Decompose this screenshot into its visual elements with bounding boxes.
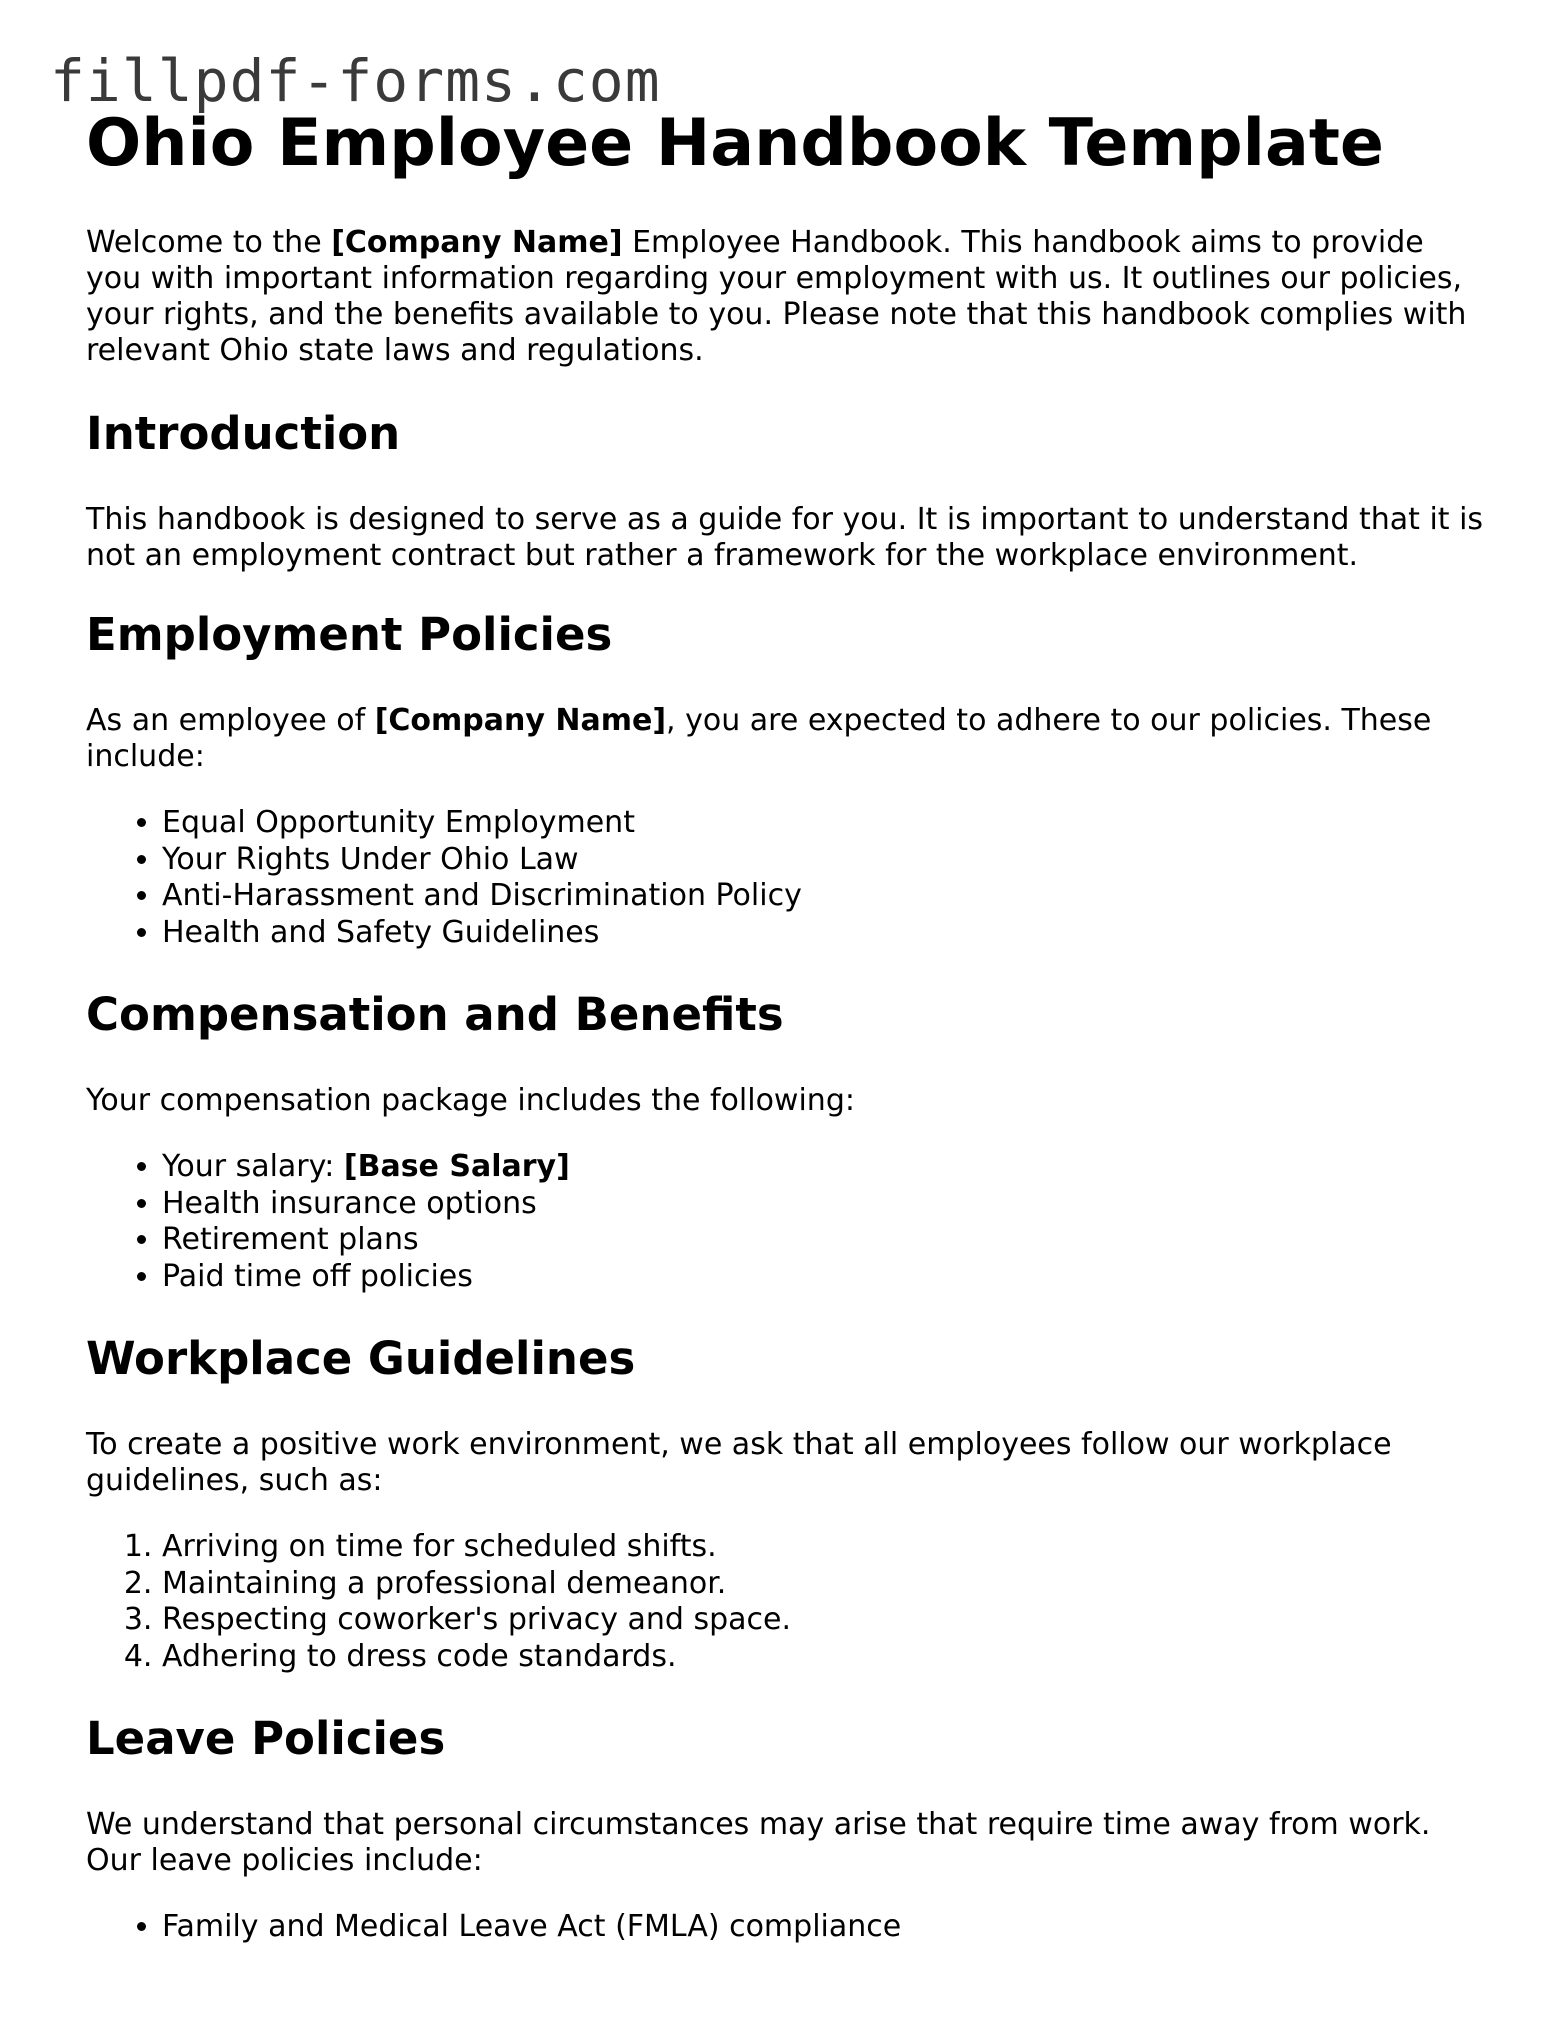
salary-label: Your salary: xyxy=(162,1149,344,1184)
intro-text-before: Welcome to the xyxy=(86,225,332,260)
list-item: • Health insurance options xyxy=(162,1186,1482,1223)
document-title: Ohio Employee Handbook Template xyxy=(86,106,1384,181)
introduction-paragraph: This handbook is designed to serve as a guide for you. It is important to understand that it is not an employment contract but rather a framework for the workplace environment. xyxy=(86,502,1484,573)
list-item: 1. Arriving on time for scheduled shifts. xyxy=(162,1529,1482,1566)
list-item: • Your Rights Under Ohio Law xyxy=(162,842,1482,879)
workplace-guidelines-list xyxy=(86,1529,1482,1675)
employment-text-after: , you are expected to adhere to our policies. These include: xyxy=(86,703,1432,774)
list-item: • Paid time off policies xyxy=(162,1259,1482,1296)
employment-policies-list xyxy=(86,805,1482,951)
employment-policies-heading: Employment Policies xyxy=(86,608,613,661)
list-item: 2. Maintaining a professional demeanor. xyxy=(162,1566,1482,1603)
leave-policies-heading: Leave Policies xyxy=(86,1712,446,1765)
workplace-guidelines-heading: Workplace Guidelines xyxy=(86,1332,636,1385)
list-item: • Anti-Harassment and Discrimination Policy xyxy=(162,878,1482,915)
introduction-heading: Introduction xyxy=(86,407,401,460)
intro-text-after: Employee Handbook. This handbook aims to provide you with important information regarding your employment with us. It outlines our policies, your rights, and the benefits available to you. Please note that this handbook complies with relevant Ohio state laws and regulations. xyxy=(86,225,1467,368)
compensation-list xyxy=(86,1149,1482,1295)
base-salary-placeholder: [Base Salary] xyxy=(343,1149,570,1184)
workplace-guidelines-paragraph: To create a positive work environment, we ask that all employees follow our workplace guidelines, such as: xyxy=(86,1427,1392,1498)
employment-text-before: As an employee of xyxy=(86,703,375,738)
list-item: 3. Respecting coworker's privacy and space. xyxy=(162,1602,1482,1639)
list-item: • Retirement plans xyxy=(162,1222,1482,1259)
list-item xyxy=(162,1149,1482,1186)
list-item: 4. Adhering to dress code standards. xyxy=(162,1639,1482,1676)
intro-paragraph xyxy=(86,225,1486,369)
leave-policies-list xyxy=(86,1909,1482,1946)
watermark: fillpdf-forms.com xyxy=(50,47,661,115)
list-item: • Health and Safety Guidelines xyxy=(162,915,1482,952)
compensation-heading: Compensation and Benefits xyxy=(86,988,784,1041)
compensation-paragraph: Your compensation package includes the following: xyxy=(86,1083,855,1118)
list-item: • Family and Medical Leave Act (FMLA) compliance xyxy=(162,1909,1482,1946)
company-name-placeholder: [Company Name] xyxy=(374,703,667,738)
leave-policies-paragraph: We understand that personal circumstances may arise that require time away from work. Our leave policies include: xyxy=(86,1807,1431,1878)
company-name-placeholder: [Company Name] xyxy=(331,225,623,260)
list-item: • Equal Opportunity Employment xyxy=(162,805,1482,842)
employment-policies-paragraph xyxy=(86,703,1486,775)
